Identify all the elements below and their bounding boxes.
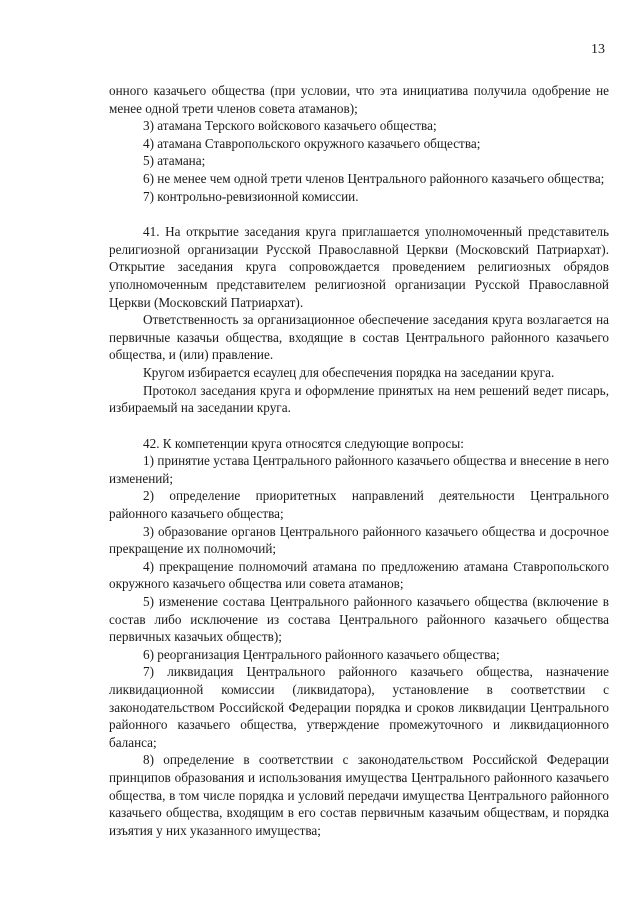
paragraph: 7) контрольно-ревизионной комиссии. [143, 188, 359, 204]
paragraph: 42. К компетенции круга относятся следующие вопросы: [143, 435, 464, 451]
paragraph: Кругом избирается есаулец для обеспечения порядка на заседании круга. [143, 364, 555, 380]
paragraph: 4) прекращение полномочий атамана по предложению атамана Ставропольского окружного казачьего общества или совета атаманов; [109, 558, 609, 592]
paragraph: 3) образование органов Центрального районного казачьего общества и досрочное прекращение их полномочий; [109, 523, 609, 557]
paragraph: 1) принятие устава Центрального районного казачьего общества и внесение в него изменений; [109, 453, 609, 486]
paragraph: 2) определение приоритетных направлений деятельности Центрального районного казачьего общества; [109, 488, 609, 522]
paragraph: 8) определение в соответствии с законодательством Российской Федерации принципов образования и использования имущества Центрального районного казачьего общества, в том числе порядка и условий передачи имущества Центрального районного казачьего общества, входящим в его состав первичным казачьим обществам, и порядка изъятия у них указанного имущества; [109, 752, 609, 838]
document-body [109, 82, 609, 839]
paragraph: 7) ликвидация Центрального районного казачьего общества, назначение ликвидационной комиссии (ликвидатора), установление в соответствии с законодательством Российской Федерации порядка и сроков ликвидации Центрального районного казачьего общества, утверждение промежуточного и ликвидационного баланса; [109, 664, 609, 750]
paragraph: 6) реорганизация Центрального районного казачьего общества; [143, 646, 500, 662]
paragraph: 3) атамана Терского войскового казачьего общества; [143, 118, 437, 134]
paragraph: 4) атамана Ставропольского окружного казачьего общества; [143, 135, 481, 151]
page-number: 13 [591, 42, 605, 57]
paragraph: 5) изменение состава Центрального районного казачьего общества (включение в состав либо исключение из состава Центрального районного казачьего общества первичных казачьих обществ); [109, 594, 609, 645]
paragraph: онного казачьего общества (при условии, что эта инициатива получила одобрение не менее одной трети членов совета атаманов); [109, 83, 609, 116]
paragraph: 5) атамана; [143, 153, 206, 169]
paragraph: Ответственность за организационное обеспечение заседания круга возлагается на первичные казачьи общества, входящие в состав Центрального районного казачьего общества, и (или) правление. [109, 312, 609, 363]
paragraph: Протокол заседания круга и оформление принятых на нем решений ведет писарь, избираемый на заседании круга. [109, 382, 609, 416]
paragraph: 6) не менее чем одной трети членов Центрального районного казачьего общества; [143, 170, 605, 186]
paragraph: 41. На открытие заседания круга приглашается уполномоченный представитель религиозной организации Русской Православной Церкви (Московский Патриархат). Открытие заседания круга сопровождается проведением религиозных обрядов уполномоченным представителем религиозной организации Русской Православной Церкви (Московский Патриархат). [109, 224, 609, 310]
